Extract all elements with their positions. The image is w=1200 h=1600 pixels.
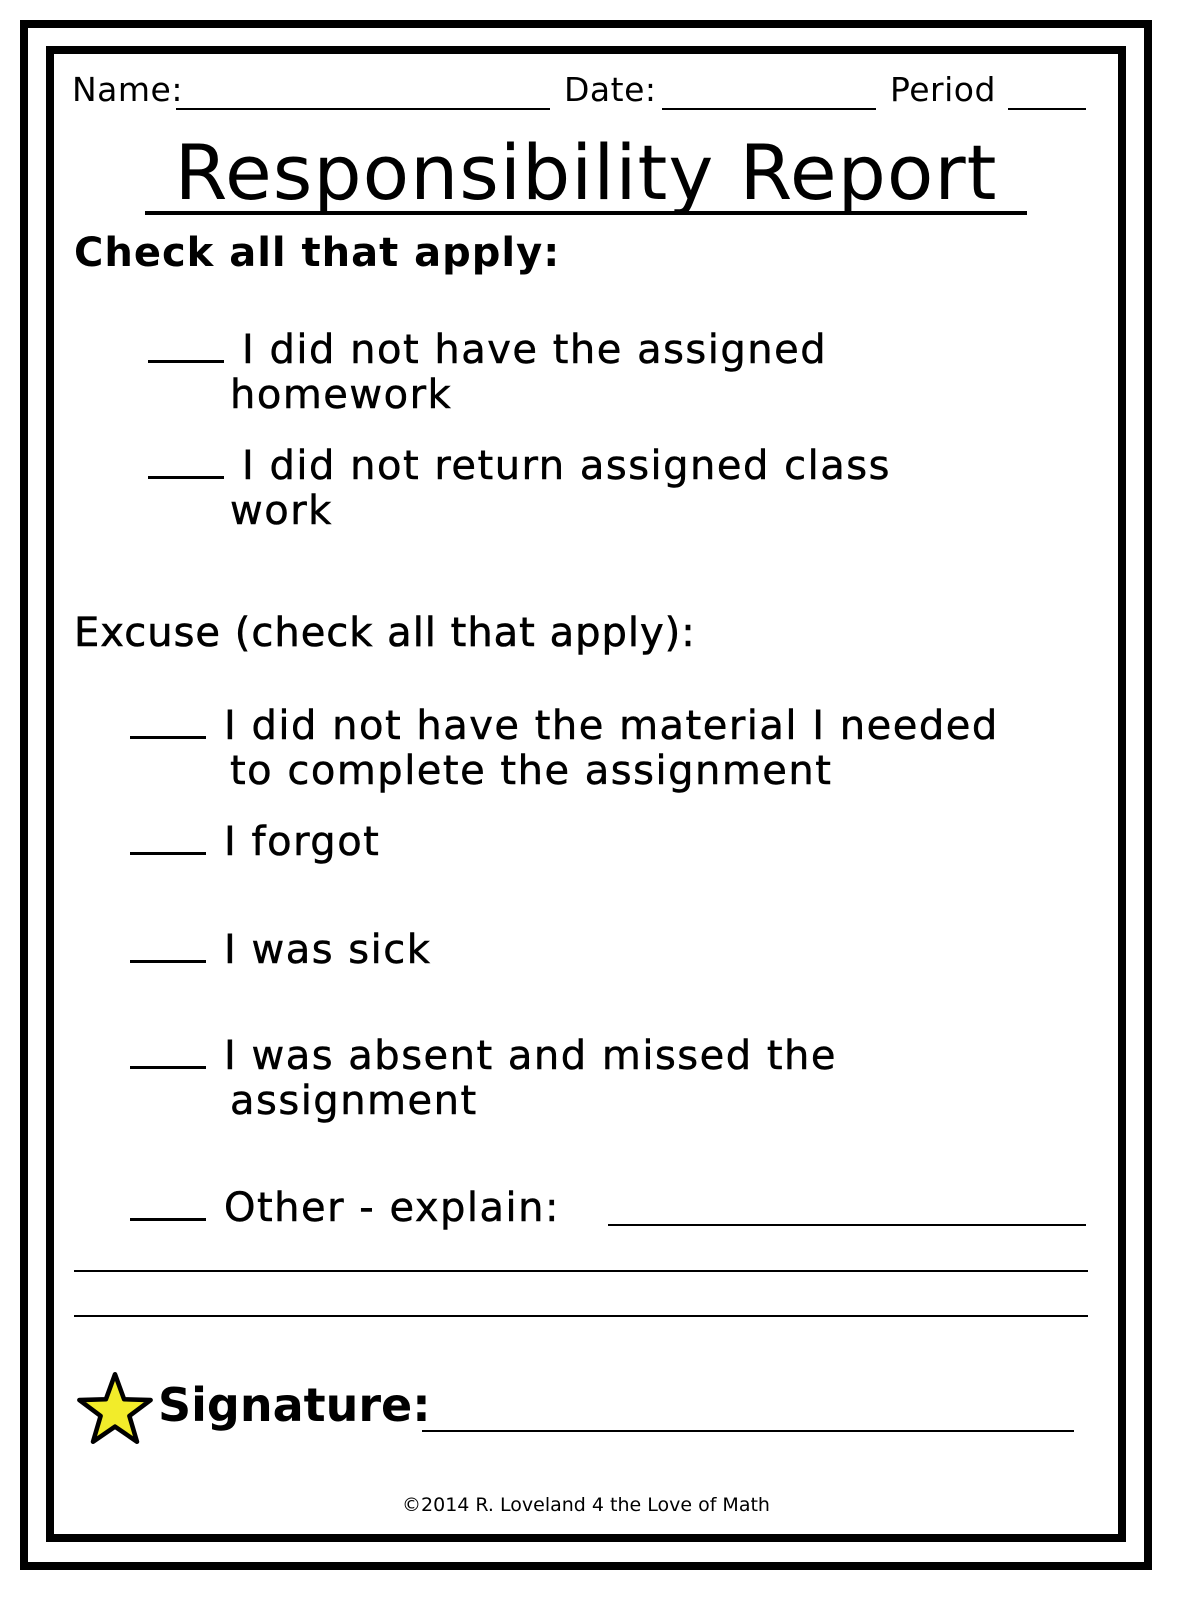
item-text: I did not have the assigned <box>242 327 828 373</box>
page-title: Responsibility Report <box>174 128 998 217</box>
name-label: Name: <box>72 70 183 109</box>
date-field-line[interactable] <box>662 108 876 110</box>
item-text-continued: to complete the assignment <box>230 748 833 794</box>
check-blank[interactable] <box>148 476 224 479</box>
item-text: Other - explain: <box>224 1185 560 1231</box>
checklist-item <box>130 1034 837 1078</box>
title-underline <box>145 211 1027 215</box>
name-field-line[interactable] <box>176 108 550 110</box>
checklist-item <box>130 704 999 748</box>
star-shape <box>79 1374 150 1441</box>
item-text: I did not return assigned class <box>242 443 891 489</box>
date-label: Date: <box>564 70 657 109</box>
period-label: Period <box>890 70 996 109</box>
checklist-item <box>130 1186 560 1230</box>
signature-label: Signature: <box>158 1378 431 1432</box>
item-text: I did not have the material I needed <box>224 703 999 749</box>
check-blank[interactable] <box>130 1218 206 1221</box>
explain-line[interactable] <box>608 1224 1086 1226</box>
copyright-text: ©2014 R. Loveland 4 the Love of Math <box>402 1494 770 1516</box>
section-heading-check: Check all that apply: <box>74 230 561 276</box>
check-blank[interactable] <box>130 1066 206 1069</box>
section-heading-excuse: Excuse (check all that apply): <box>74 610 696 656</box>
check-blank[interactable] <box>148 360 224 363</box>
item-text: I was sick <box>224 927 432 973</box>
item-text: I forgot <box>224 819 381 865</box>
checklist-item <box>148 328 827 372</box>
period-field-line[interactable] <box>1008 108 1086 110</box>
item-text-continued: assignment <box>230 1078 478 1124</box>
item-text-continued: work <box>230 488 333 534</box>
check-blank[interactable] <box>130 736 206 739</box>
checklist-item <box>130 928 431 972</box>
explain-line[interactable] <box>74 1315 1088 1317</box>
signature-line[interactable] <box>422 1430 1074 1432</box>
checklist-item <box>148 444 891 488</box>
item-text: I was absent and missed the <box>224 1033 837 1079</box>
checklist-item <box>130 820 380 864</box>
check-blank[interactable] <box>130 960 206 963</box>
check-blank[interactable] <box>130 852 206 855</box>
item-text-continued: homework <box>230 372 453 418</box>
explain-line[interactable] <box>74 1270 1088 1272</box>
star-icon <box>76 1372 154 1444</box>
